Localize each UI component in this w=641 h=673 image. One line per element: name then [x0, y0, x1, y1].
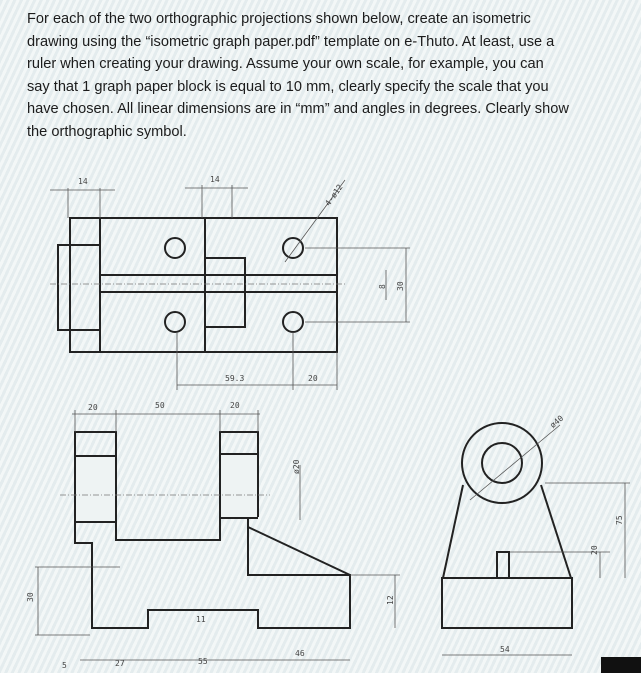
dim-outer-dia: ø40 [548, 413, 566, 430]
dim-seg3: 46 [295, 649, 305, 658]
dim-step: 11 [196, 615, 206, 624]
dim-right-post: 20 [230, 401, 240, 410]
dim-mid-width: 14 [210, 175, 220, 184]
dim-hole-spacing-h: 59.3 [225, 374, 245, 383]
instruction-line: ruler when creating your drawing. Assume your own scale, for example, you can [27, 56, 544, 72]
top-view [50, 175, 410, 390]
dim-base-width: 54 [500, 645, 510, 654]
dim-bore: ø20 [292, 459, 301, 474]
screen-edge [601, 657, 641, 673]
instruction-line: the orthographic symbol. [27, 123, 187, 140]
dim-slot: 8 [378, 284, 387, 289]
instruction-line: have chosen. All linear dimensions are in “mm” and angles in degrees. Clearly show [27, 101, 569, 117]
dim-gap: 50 [155, 401, 165, 410]
dim-seg2: 55 [198, 657, 208, 666]
dim-edge-offset: 20 [308, 374, 318, 383]
dim-hole-spacing-v: 30 [396, 281, 405, 291]
dim-left-post: 20 [88, 403, 98, 412]
dim-holes: 4-ø12 [323, 182, 345, 208]
dim-height-left: 30 [26, 592, 35, 602]
instruction-line: For each of the two orthographic projections shown below, create an isometric [27, 11, 531, 27]
dim-left-width: 14 [78, 177, 88, 186]
instruction-line: say that 1 graph paper block is equal to 10 mm, clearly specify the scale that you [27, 78, 549, 95]
dim-total-height: 75 [615, 515, 624, 525]
instruction-line: drawing using the “isometric graph paper.pdf” template on e-Thuto. At least, use a [27, 33, 555, 50]
side-view [442, 414, 630, 655]
dim-seg1: 27 [115, 659, 125, 668]
dim-base-height: 12 [386, 595, 395, 605]
dim-slot-height: 20 [590, 545, 599, 555]
dim-offset: 5 [62, 661, 67, 670]
front-view [26, 401, 400, 670]
